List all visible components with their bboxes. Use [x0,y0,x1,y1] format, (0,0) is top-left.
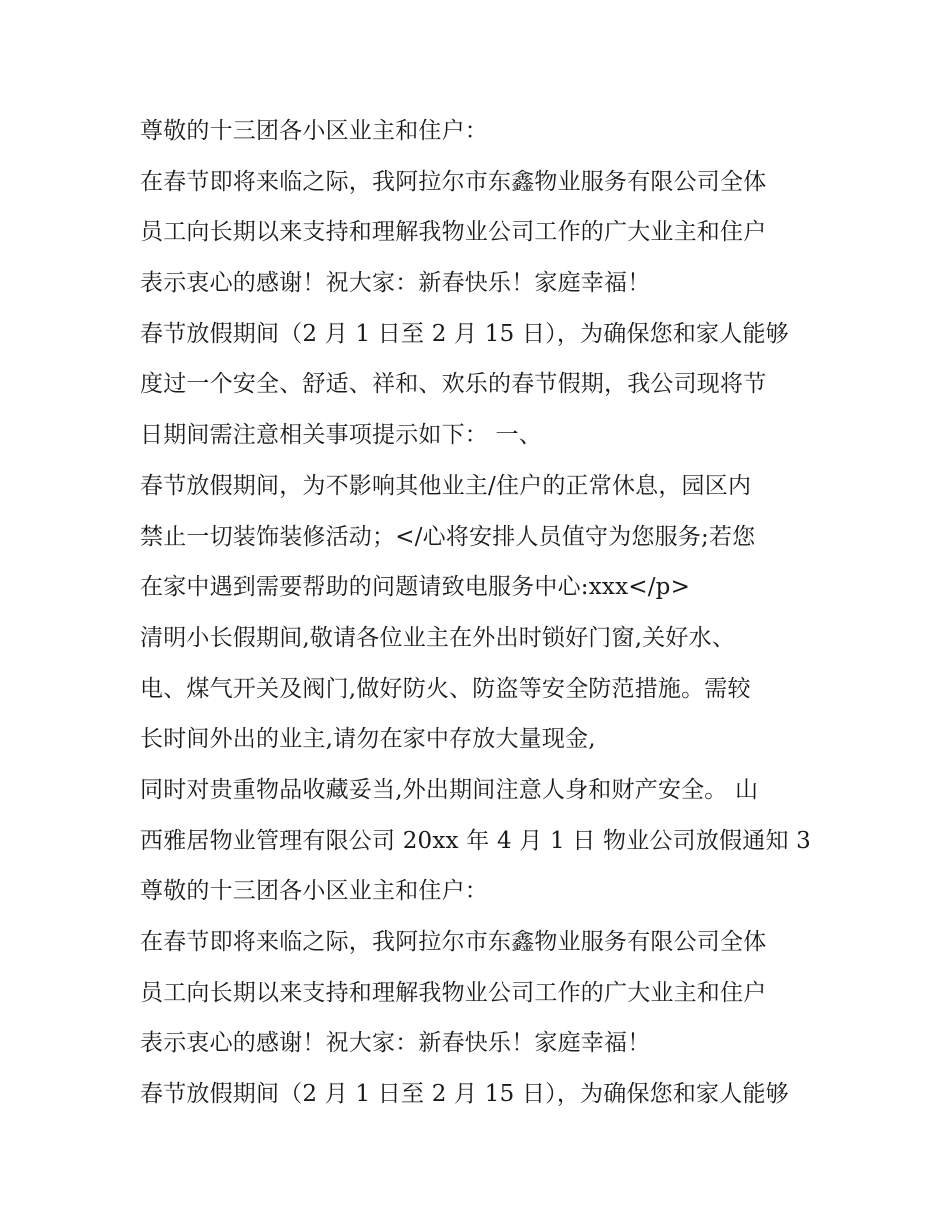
text-line: 禁止一切装饰装修活动；</心将安排人员值守为您服务;若您 [140,523,756,550]
document-body [140,106,820,1120]
text-line: 员工向长期以来支持和理解我物业公司工作的广大业主和住户 [140,219,767,246]
text-line: 清明小长假期间,敬请各位业主在外出时锁好门窗,关好水、 [140,624,736,651]
text-line: 尊敬的十三团各小区业主和住户： [140,118,488,144]
text-line: 长时间外出的业主,请勿在家中存放大量现金, [140,726,596,753]
text-line: 度过一个安全、舒适、祥和、欢乐的春节假期，我公司现将节 [140,371,767,398]
text-line: 在春节即将来临之际，我阿拉尔市东鑫物业服务有限公司全体 [140,929,767,955]
text-line: 春节放假期间，为不影响其他业主/住户的正常休息，园区内 [140,472,752,499]
text-line: 尊敬的十三团各小区业主和住户： [140,878,488,905]
text-line: 员工向长期以来支持和理解我物业公司工作的广大业主和住户 [140,979,767,1006]
text-line: 在春节即将来临之际，我阿拉尔市东鑫物业服务有限公司全体 [140,168,767,195]
text-line: 西雅居物业管理有限公司 20xx 年 4 月 1 日 物业公司放假通知 3 [140,827,811,854]
text-line: 表示衷心的感谢！祝大家：新春快乐！家庭幸福！ [140,1030,651,1057]
text-line: 日期间需注意相关事项提示如下： 一、 [140,422,542,449]
text-line: 春节放假期间（2 月 1 日至 2 月 15 日），为确保您和家人能够 [140,320,789,347]
text-line: 同时对贵重物品收藏妥当,外出期间注意人身和财产安全。 山 [140,776,759,803]
text-line: 春节放假期间（2 月 1 日至 2 月 15 日），为确保您和家人能够 [140,1081,789,1108]
text-line: 电、煤气开关及阀门,做好防火、防盗等安全防范措施。需较 [140,675,751,702]
text-line: 在家中遇到需要帮助的问题请致电服务中心:xxx</p> [140,574,691,601]
text-line: 表示衷心的感谢！祝大家：新春快乐！家庭幸福！ [140,270,651,297]
